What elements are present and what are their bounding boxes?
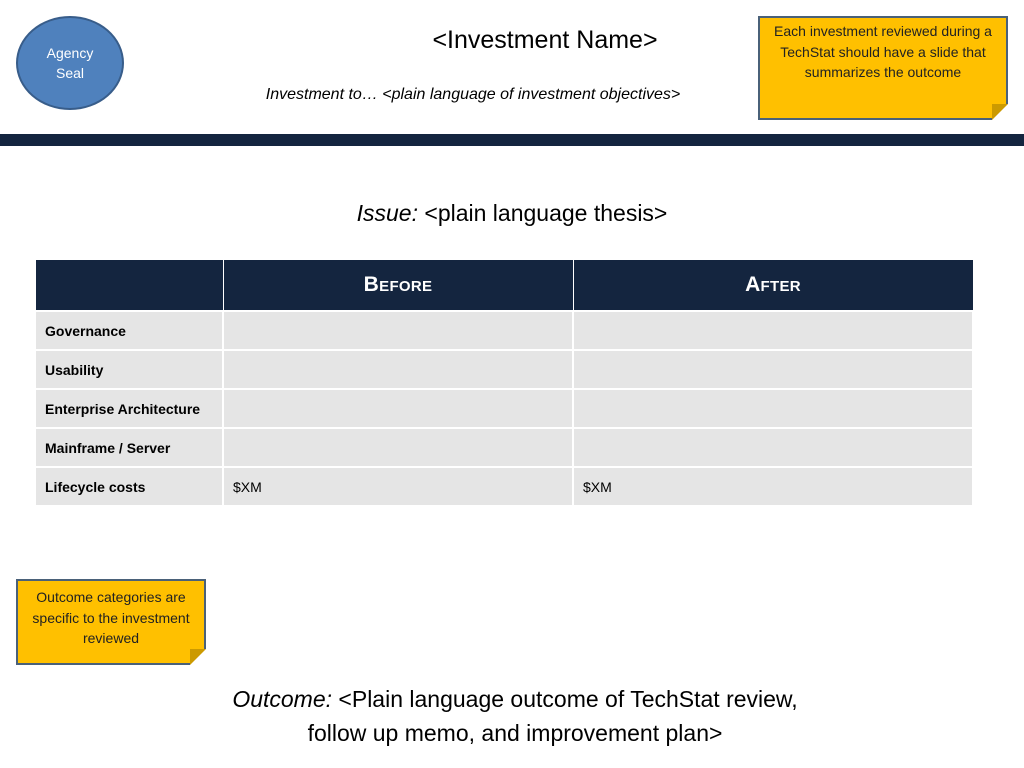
outcome-statement [160, 682, 870, 750]
before-cell [223, 350, 573, 389]
table-row [35, 389, 973, 428]
before-cell [223, 311, 573, 350]
row-label: Enterprise Architecture [35, 389, 223, 428]
after-cell [573, 389, 973, 428]
after-cell: $XM [573, 467, 973, 506]
callout-note-top [758, 16, 1008, 120]
before-cell [223, 428, 573, 467]
investment-objectives-subtitle: Investment to… <plain language of investment objectives> [265, 86, 681, 103]
issue-statement [0, 200, 1024, 227]
table-header-row [35, 260, 973, 312]
issue-label: Issue: [356, 200, 418, 226]
outcome-text-1: <Plain language outcome of TechStat review, [332, 686, 798, 712]
after-cell [573, 311, 973, 350]
table-row [35, 311, 973, 350]
callout-note-top-text: Each investment reviewed during a TechStat should have a slide that summarizes the outcome [774, 23, 992, 80]
table-row [35, 467, 973, 506]
agency-seal-line1: Agency [46, 45, 94, 61]
row-label: Governance [35, 311, 223, 350]
agency-seal-line2: Seal [55, 65, 85, 81]
outcome-text-2: follow up memo, and improvement plan> [307, 720, 723, 746]
row-label: Mainframe / Server [35, 428, 223, 467]
outcome-table [34, 259, 974, 507]
callout-note-left-text: Outcome categories are specific to the investment reviewed [32, 589, 190, 646]
page-fold-icon [190, 649, 206, 665]
table-header-before: Before [223, 260, 573, 312]
after-cell [573, 428, 973, 467]
investment-name-title: <Investment Name> [432, 26, 658, 54]
outcome-label: Outcome: [232, 686, 333, 712]
row-label: Lifecycle costs [35, 467, 223, 506]
row-label: Usability [35, 350, 223, 389]
issue-text: <plain language thesis> [418, 200, 668, 226]
agency-seal [16, 16, 124, 110]
table-header-empty [35, 260, 223, 312]
table-header-after: After [573, 260, 973, 312]
before-cell: $XM [223, 467, 573, 506]
header-divider-bar [0, 134, 1024, 146]
outcome-line-1 [160, 682, 870, 716]
table-row [35, 428, 973, 467]
page-fold-icon [992, 104, 1008, 120]
before-cell [223, 389, 573, 428]
table-row [35, 350, 973, 389]
after-cell [573, 350, 973, 389]
callout-note-left [16, 579, 206, 665]
